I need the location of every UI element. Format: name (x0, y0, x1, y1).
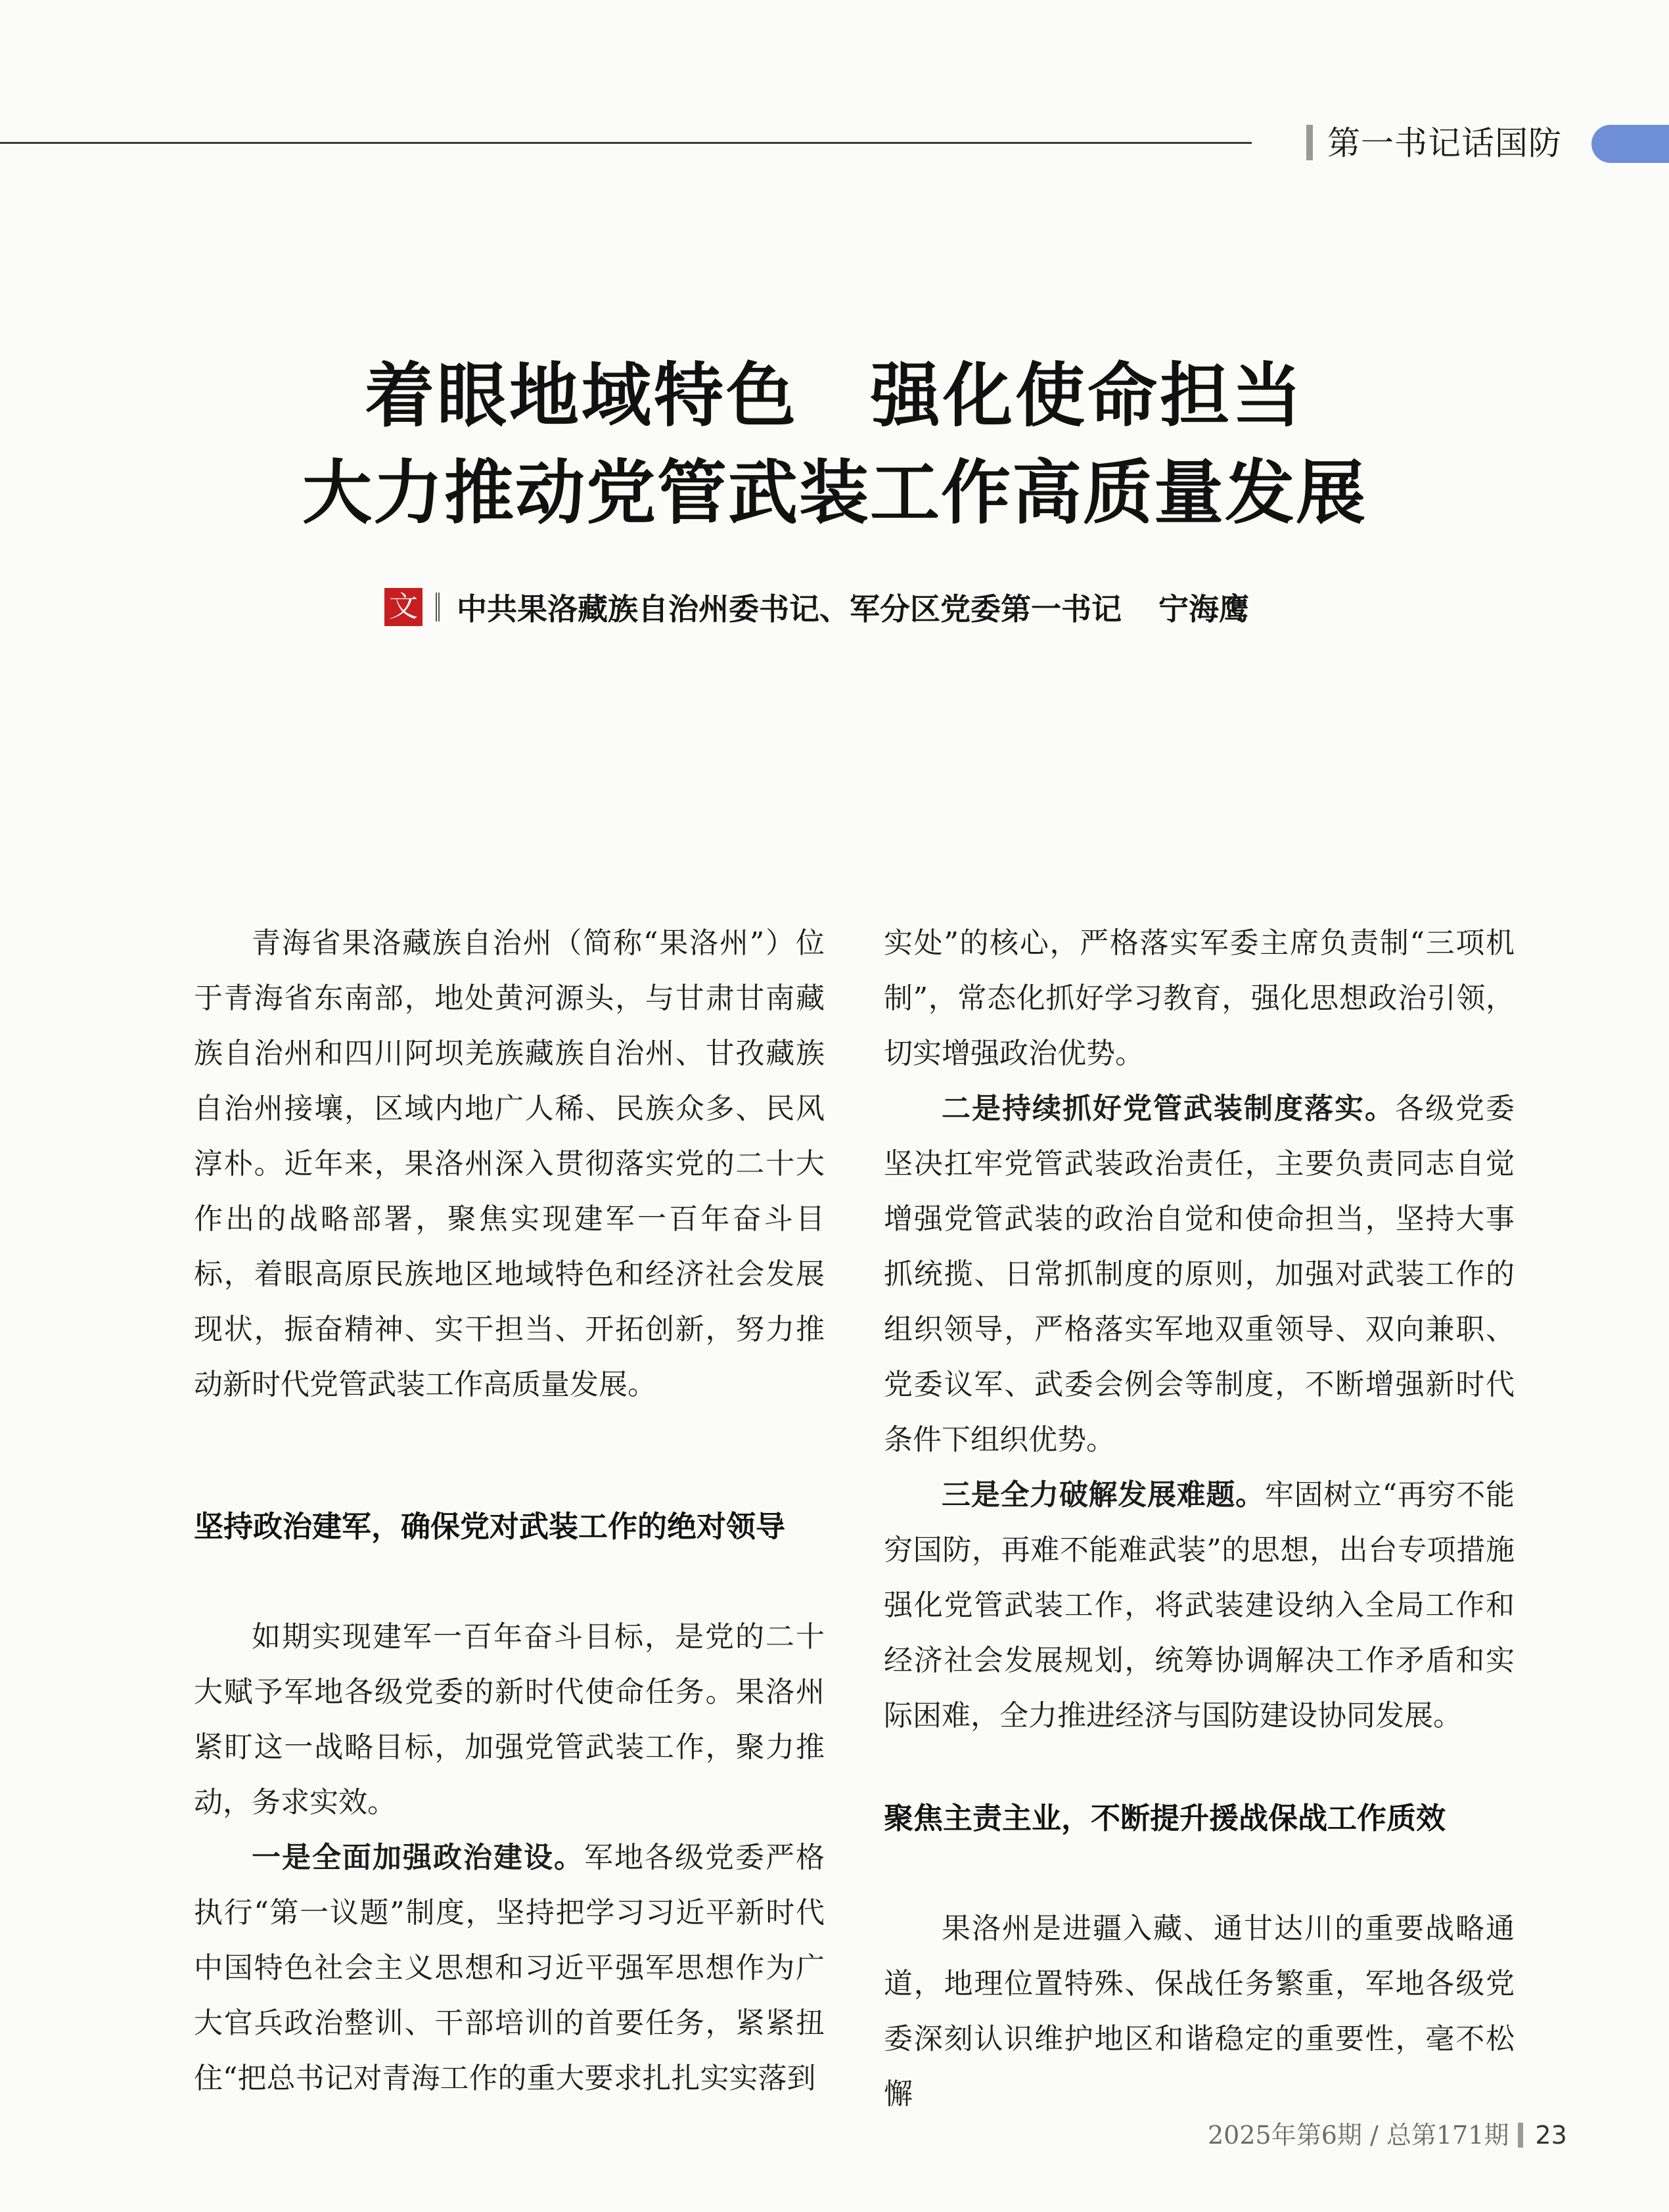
body-paragraph: 果洛州是进疆入藏、通甘达川的重要战略通道，地理位置特殊、保战任务繁重，军地各级党委深刻认识维护地区和谐稳定的重要性，毫不松懈 (884, 1912, 1515, 2111)
byline (384, 583, 1249, 631)
body-paragraph: 实处”的核心，严格落实军委主席负责制“三项机制”，常态化抓好学习教育，强化思想政治引领，切实增强政治优势。 (884, 926, 1515, 1070)
point-text: 军地各级党委严格执行“第一议题”制度，坚持把学习习近平新时代中国特色社会主义思想和习近平强军思想作为广大官兵政治整训、干部培训的首要任务，紧紧扭住“把总书记对青海工作的重大要求扎扎实实落到 (194, 1841, 825, 2095)
page-number: 23 (1535, 2121, 1567, 2150)
body-paragraph (884, 1081, 1515, 1468)
issue-info: 2025年第6期 / 总第171期 (1208, 2121, 1509, 2150)
article-title-line-2: 大力推动党管武装工作高质量发展 (302, 453, 1367, 533)
point-text: 各级党委坚决扛牢党管武装政治责任，主要负责同志自觉增强党管武装的政治自觉和使命担当，坚持大事抓统揽、日常抓制度的原则，加强对武装工作的组织领导，严格落实军地双重领导、双向兼职、党委议军、武委会例会等制度，不断增强新时代条件下组织优势。 (884, 1092, 1515, 1456)
section-tab-decoration (1591, 125, 1669, 163)
section-name: 第一书记话国防 (1327, 124, 1562, 162)
article-title-line-1: 着眼地域特色 强化使命担当 (365, 355, 1304, 436)
body-paragraph: 如期实现建军一百年奋斗目标，是党的二十大赋予军地各级党委的新时代使命任务。果洛州紧盯这一战略目标，加强党管武装工作，聚力推动，务求实效。 (194, 1620, 825, 1819)
point-lead: 一是全面加强政治建设。 (252, 1841, 584, 1874)
left-column (194, 916, 825, 2106)
section-divider (1306, 125, 1313, 160)
footer-divider (1518, 2123, 1523, 2148)
point-lead: 二是持续抓好党管武装制度落实。 (942, 1092, 1395, 1125)
body-paragraph (884, 1468, 1515, 1744)
author-role: 中共果洛藏族自治州委书记、军分区党委第一书记 (457, 591, 1122, 627)
right-column (884, 916, 1515, 2122)
point-text: 牢固树立“再穷不能穷国防，再难不能难武装”的思想，出台专项措施强化党管武装工作，将武装建设纳入全局工作和经济社会发展规划，统筹协调解决工作矛盾和实际困难，全力推进经济与国防建设协同发展。 (884, 1478, 1515, 1732)
section-heading-1: 坚持政治建军，确保党对武装工作的绝对领导 (194, 1509, 786, 1544)
point-lead: 三是全力破解发展难题。 (942, 1478, 1265, 1512)
byline-separator (436, 593, 440, 621)
byline-mark: 文 (384, 588, 423, 626)
header-rule (0, 142, 1252, 144)
author-name: 宁海鹰 (1158, 591, 1249, 627)
intro-paragraph: 青海省果洛藏族自治州（简称“果洛州”）位于青海省东南部，地处黄河源头，与甘肃甘南藏族自治州和四川阿坝羌族藏族自治州、甘孜藏族自治州接壤，区域内地广人稀、民族众多、民风淳朴。近年来，果洛州深入贯彻落实党的二十大作出的战略部署，聚焦实现建军一百年奋斗目标，着眼高原民族地区地域特色和经济社会发展现状，振奋精神、实干担当、开拓创新，努力推动新时代党管武装工作高质量发展。 (194, 926, 825, 1401)
page-footer (1208, 2115, 1567, 2155)
body-paragraph (194, 1830, 825, 2106)
section-heading-2: 聚焦主责主业，不断提升援战保战工作质效 (884, 1801, 1446, 1836)
